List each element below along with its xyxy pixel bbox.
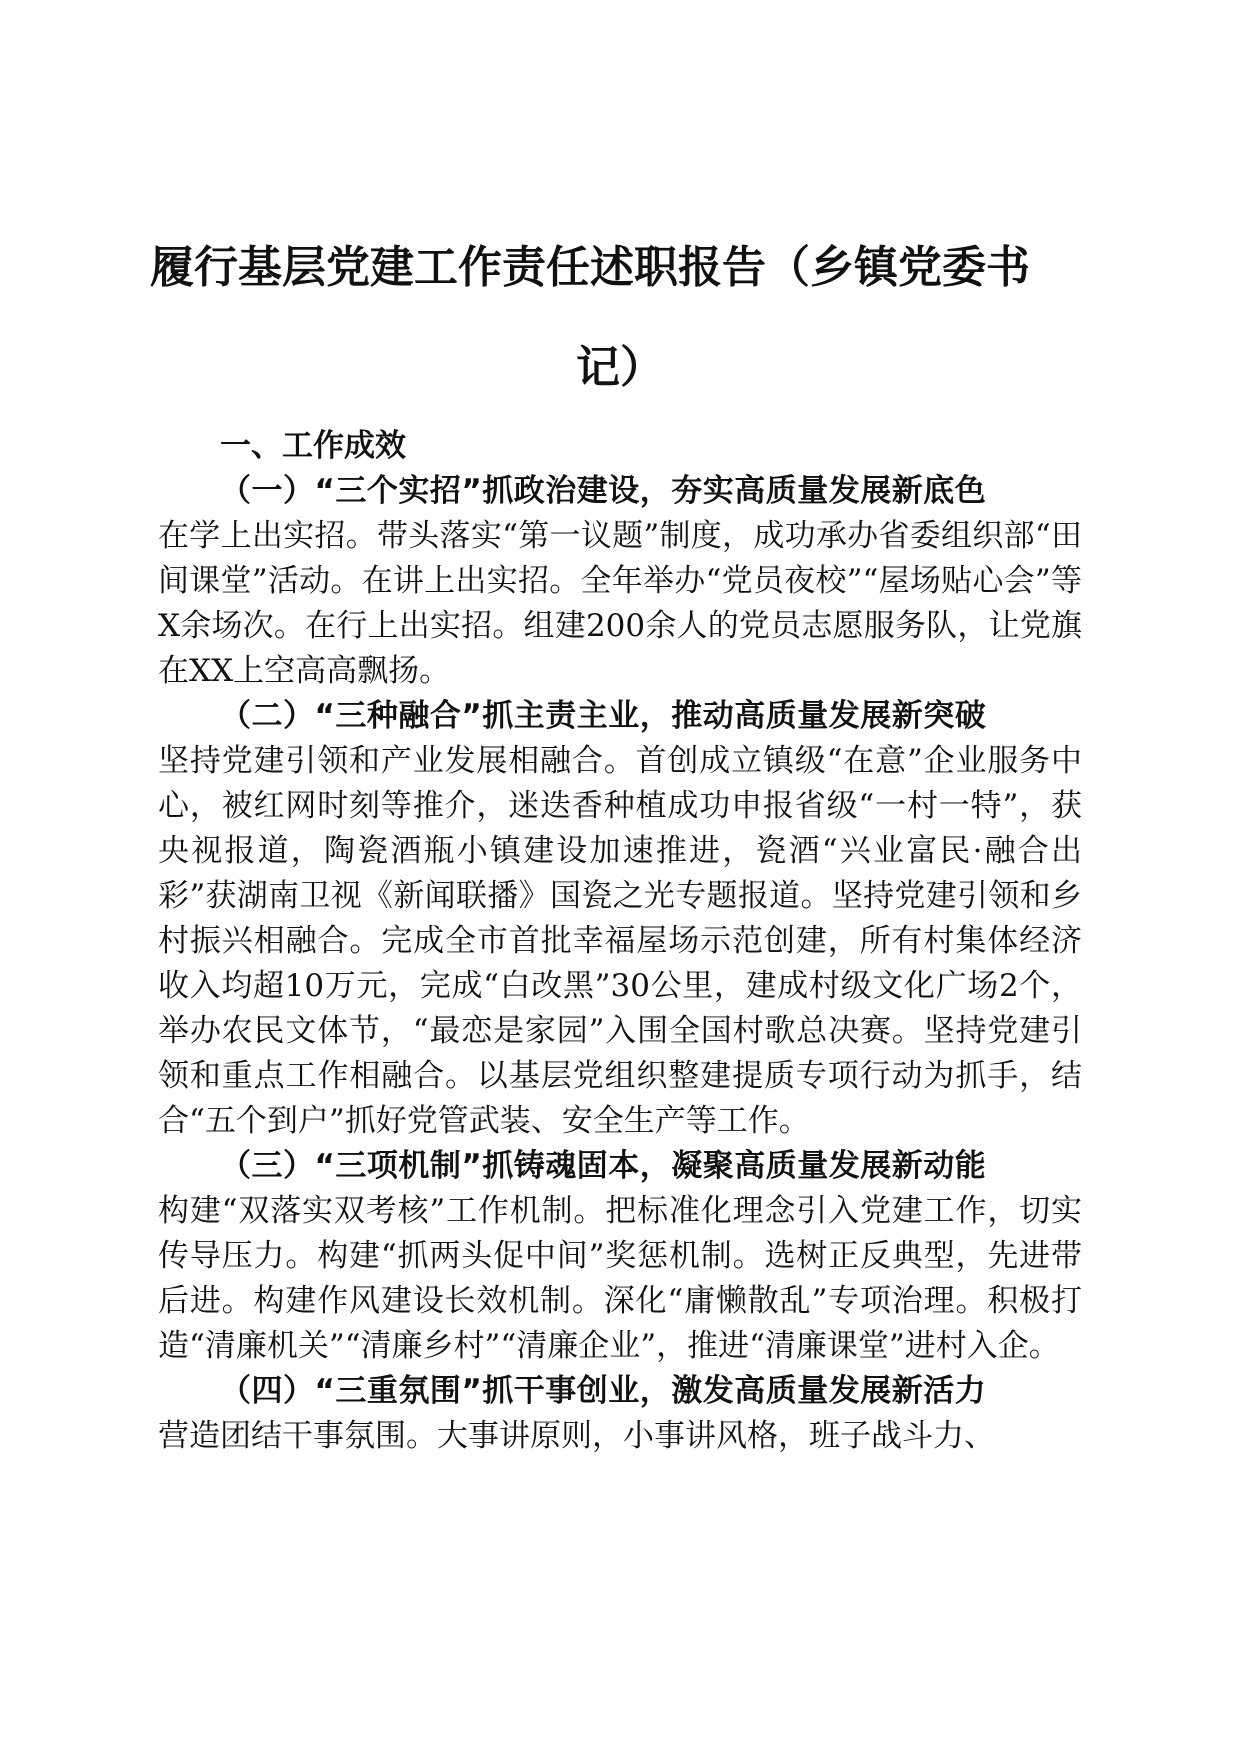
subsection-heading-4: （四）“三重氛围”抓干事创业，激发高质量发展新活力 <box>220 1373 987 1409</box>
subsection-heading-1: （一）“三个实招”抓政治建设，夯实高质量发展新底色 <box>220 473 987 509</box>
subsection-body-1: 在学上出实招。带头落实“第一议题”制度，成功承办省委组织部“田间课堂”活动。在讲上出实招。全年举办“党员夜校”“屋场贴心会”等X余场次。在行上出实招。组建200余人的党员志愿服务队，让党旗在XX上空高高飘扬。 <box>158 518 1082 689</box>
document-body <box>158 424 1082 1459</box>
subsection-body-2: 坚持党建引领和产业发展相融合。首创成立镇级“在意”企业服务中心，被红网时刻等推介，迷迭香种植成功申报省级“一村一特”，获央视报道，陶瓷酒瓶小镇建设加速推进，瓷酒“兴业富民·融合出彩”获湖南卫视《新闻联播》国瓷之光专题报道。坚持党建引领和乡村振兴相融合。完成全市首批幸福屋场示范创建，所有村集体经济收入均超10万元，完成“白改黑”30公里，建成村级文化广场2个，举办农民文体节，“最恋是家园”入围全国村歌总决赛。坚持党建引领和重点工作相融合。以基层党组织整建提质专项行动为抓手，结合“五个到户”抓好党管武装、安全生产等工作。 <box>158 743 1082 1139</box>
subsection-heading-3: （三）“三项机制”抓铸魂固本，凝聚高质量发展新动能 <box>220 1148 987 1184</box>
section-heading-achievements: 一、工作成效 <box>220 428 406 464</box>
document-title <box>150 218 1090 418</box>
subsection-body-4: 营造团结干事氛围。大事讲原则，小事讲风格，班子战斗力、 <box>158 1418 995 1454</box>
title-line-2: 记） <box>576 342 664 393</box>
subsection-body-3: 构建“双落实双考核”工作机制。把标准化理念引入党建工作，切实传导压力。构建“抓两头促中间”奖惩机制。选树正反典型，先进带后进。构建作风建设长效机制。深化“庸懒散乱”专项治理。积极打造“清廉机关”“清廉乡村”“清廉企业”，推进“清廉课堂”进村入企。 <box>158 1193 1082 1364</box>
title-line-1: 履行基层党建工作责任述职报告（乡镇党委书 <box>150 242 1030 293</box>
subsection-heading-2: （二）“三种融合”抓主责主业，推动高质量发展新突破 <box>220 698 987 734</box>
